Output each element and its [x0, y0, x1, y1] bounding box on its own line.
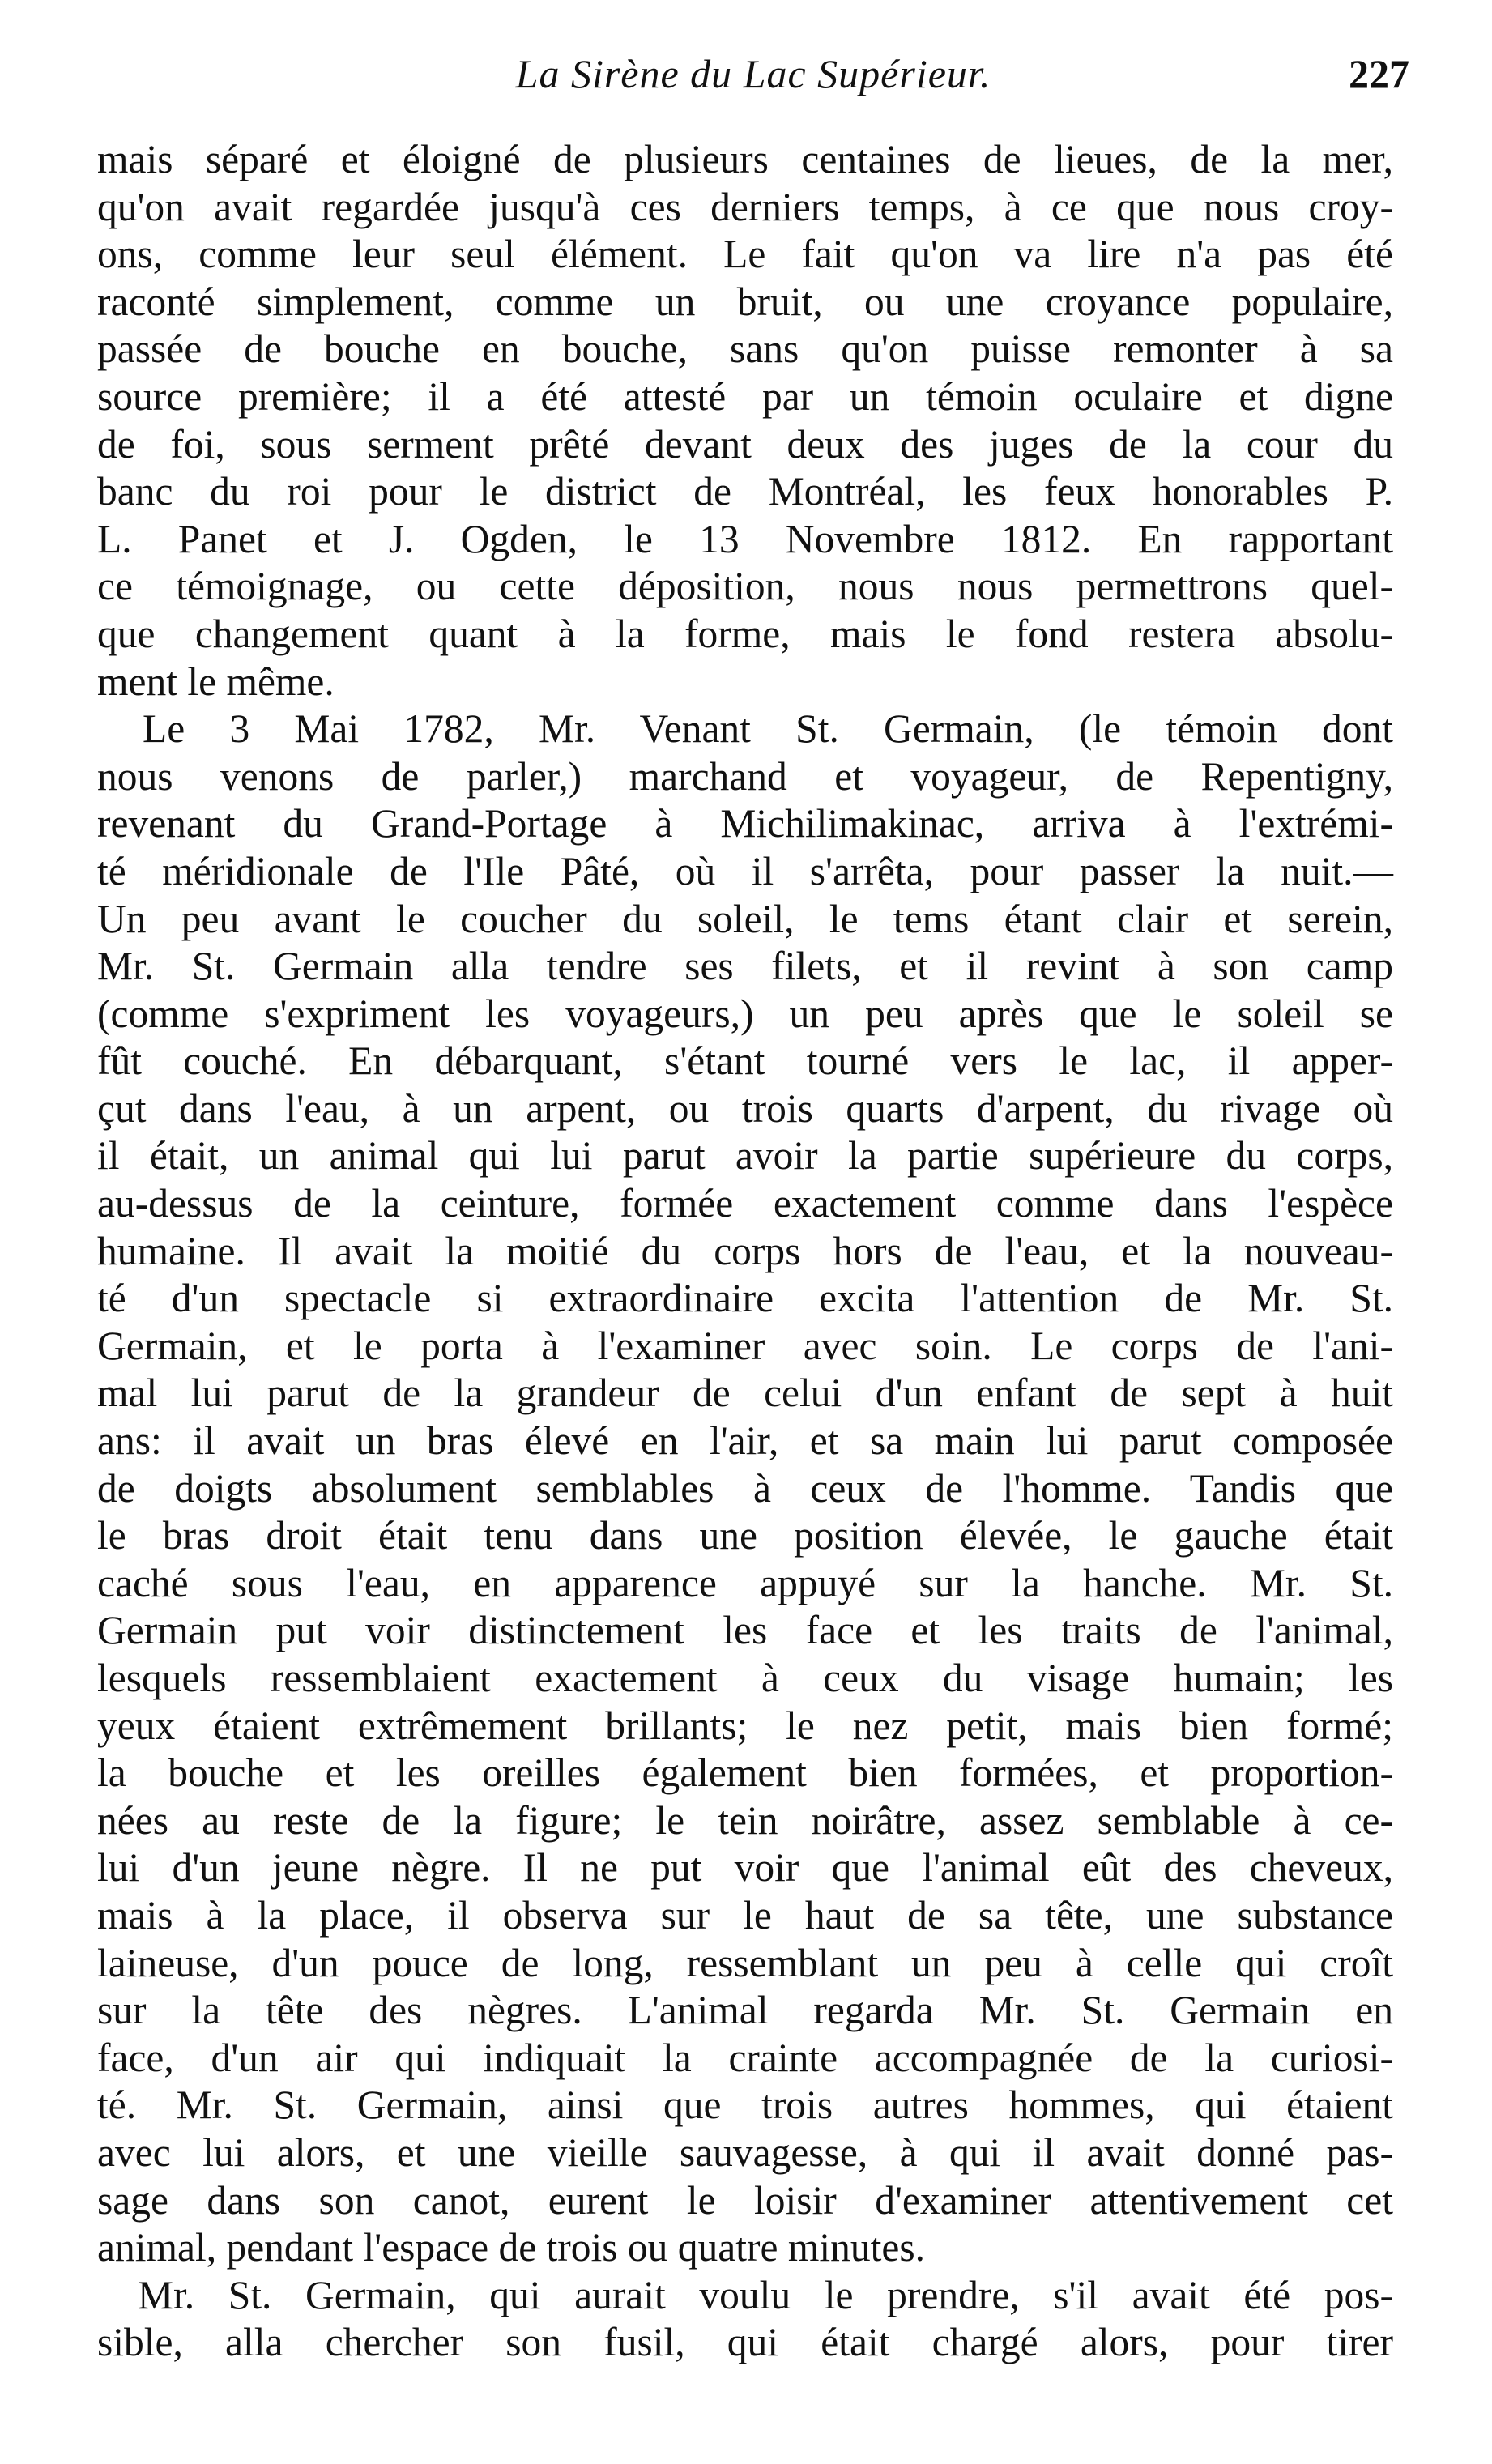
text-line: Mr. St. Germain alla tendre ses filets, et il revint à son camp: [97, 944, 1393, 989]
text-line: que changement quant à la forme, mais le fond restera absolu-: [97, 611, 1393, 656]
text-line: té méridionale de l'Ile Pâté, où il s'arrêta, pour passer la nuit.—: [97, 848, 1393, 893]
text-line: banc du roi pour le district de Montréal, les feux honorables P.: [97, 469, 1393, 514]
text-line: Un peu avant le coucher du soleil, le tems étant clair et serein,: [97, 896, 1393, 941]
text-line: Germain put voir distinctement les face et les traits de l'animal,: [97, 1608, 1393, 1653]
text-line: avec lui alors, et une vieille sauvagesse, à qui il avait donné pas-: [97, 2129, 1393, 2175]
text-line: humaine. Il avait la moitié du corps hors de l'eau, et la nouveau-: [97, 1228, 1393, 1273]
text-line: fût couché. En débarquant, s'étant tourné vers le lac, il apper-: [97, 1038, 1393, 1084]
text-line: ons, comme leur seul élément. Le fait qu'on va lire n'a pas été: [97, 232, 1393, 277]
text-line: animal, pendant l'espace de trois ou quatre minutes.: [97, 2225, 925, 2270]
text-line: lesquels ressemblaient exactement à ceux du visage humain; les: [97, 1656, 1393, 1700]
text-line: Mr. St. Germain, qui aurait voulu le prendre, s'il avait été pos-: [138, 2272, 1393, 2317]
text-line: sage dans son canot, eurent le loisir d'examiner attentivement cet: [97, 2177, 1393, 2223]
text-line: yeux étaient extrêmement brillants; le nez petit, mais bien formé;: [97, 1703, 1393, 1748]
text-line: té. Mr. St. Germain, ainsi que trois autres hommes, qui étaient: [97, 2082, 1393, 2128]
text-line: le bras droit était tenu dans une position élevée, le gauche était: [97, 1513, 1393, 1558]
text-line: nous venons de parler,) marchand et voyageur, de Repentigny,: [97, 753, 1393, 799]
text-line: laineuse, d'un pouce de long, ressemblant un peu à celle qui croît: [97, 1940, 1393, 1985]
text-line: sible, alla chercher son fusil, qui était chargé alors, pour tirer: [97, 2320, 1393, 2365]
text-line: face, d'un air qui indiquait la crainte accompagnée de la curiosi-: [97, 2035, 1393, 2080]
body-text: [97, 136, 1393, 2367]
text-line: mal lui parut de la grandeur de celui d'un enfant de sept à huit: [97, 1371, 1393, 1416]
page-number: 227: [1349, 51, 1409, 96]
paragraph-2: [97, 706, 1393, 2272]
text-line: la bouche et les oreilles également bien formées, et proportion-: [97, 1750, 1393, 1796]
text-line: ce témoignage, ou cette déposition, nous nous permettrons quel-: [97, 564, 1393, 609]
text-line: sur la tête des nègres. L'animal regarda Mr. St. Germain en: [97, 1988, 1393, 2033]
page-header: [97, 50, 1409, 115]
text-line: (comme s'expriment les voyageurs,) un peu après que le soleil se: [97, 991, 1393, 1036]
text-line: source première; il a été attesté par un témoin oculaire et digne: [97, 373, 1393, 419]
text-line: il était, un animal qui lui parut avoir la partie supérieure du corps,: [97, 1133, 1393, 1179]
text-line: nées au reste de la figure; le tein noirâtre, assez semblable à ce-: [97, 1797, 1393, 1843]
text-line: de doigts absolument semblables à ceux de l'homme. Tandis que: [97, 1465, 1393, 1511]
text-line: au-dessus de la ceinture, formée exactement comme dans l'espèce: [97, 1181, 1393, 1226]
text-line: L. Panet et J. Ogden, le 13 Novembre 1812. En rapportant: [97, 516, 1393, 561]
text-line: ment le même.: [97, 659, 335, 704]
text-line: caché sous l'eau, en apparence appuyé sur la hanche. Mr. St.: [97, 1560, 1393, 1605]
text-line: revenant du Grand-Portage à Michilimakinac, arriva à l'extrémi-: [97, 801, 1393, 846]
text-line: çut dans l'eau, à un arpent, ou trois quarts d'arpent, du rivage où: [97, 1085, 1393, 1131]
text-line: qu'on avait regardée jusqu'à ces derniers temps, à ce que nous croy-: [97, 184, 1393, 229]
text-line: mais séparé et éloigné de plusieurs centaines de lieues, de la mer,: [97, 137, 1393, 181]
text-line: té d'un spectacle si extraordinaire excita l'attention de Mr. St.: [97, 1276, 1393, 1321]
paragraph-3: [97, 2272, 1393, 2367]
text-line: Le 3 Mai 1782, Mr. Venant St. Germain, (le témoin dont: [143, 706, 1393, 752]
text-line: Germain, et le porta à l'examiner avec soin. Le corps de l'ani-: [97, 1323, 1393, 1368]
text-line: raconté simplement, comme un bruit, ou une croyance populaire,: [97, 279, 1393, 324]
paragraph-1: [97, 136, 1393, 706]
running-title: La Sirène du Lac Supérieur.: [515, 51, 991, 96]
text-line: mais à la place, il observa sur le haut de sa tête, une substance: [97, 1892, 1393, 1938]
text-line: de foi, sous serment prêté devant deux des juges de la cour du: [97, 421, 1393, 467]
text-line: lui d'un jeune nègre. Il ne put voir que l'animal eût des cheveux,: [97, 1845, 1393, 1891]
text-line: ans: il avait un bras élevé en l'air, et sa main lui parut composée: [97, 1418, 1393, 1464]
text-line: passée de bouche en bouche, sans qu'on puisse remonter à sa: [97, 326, 1393, 372]
